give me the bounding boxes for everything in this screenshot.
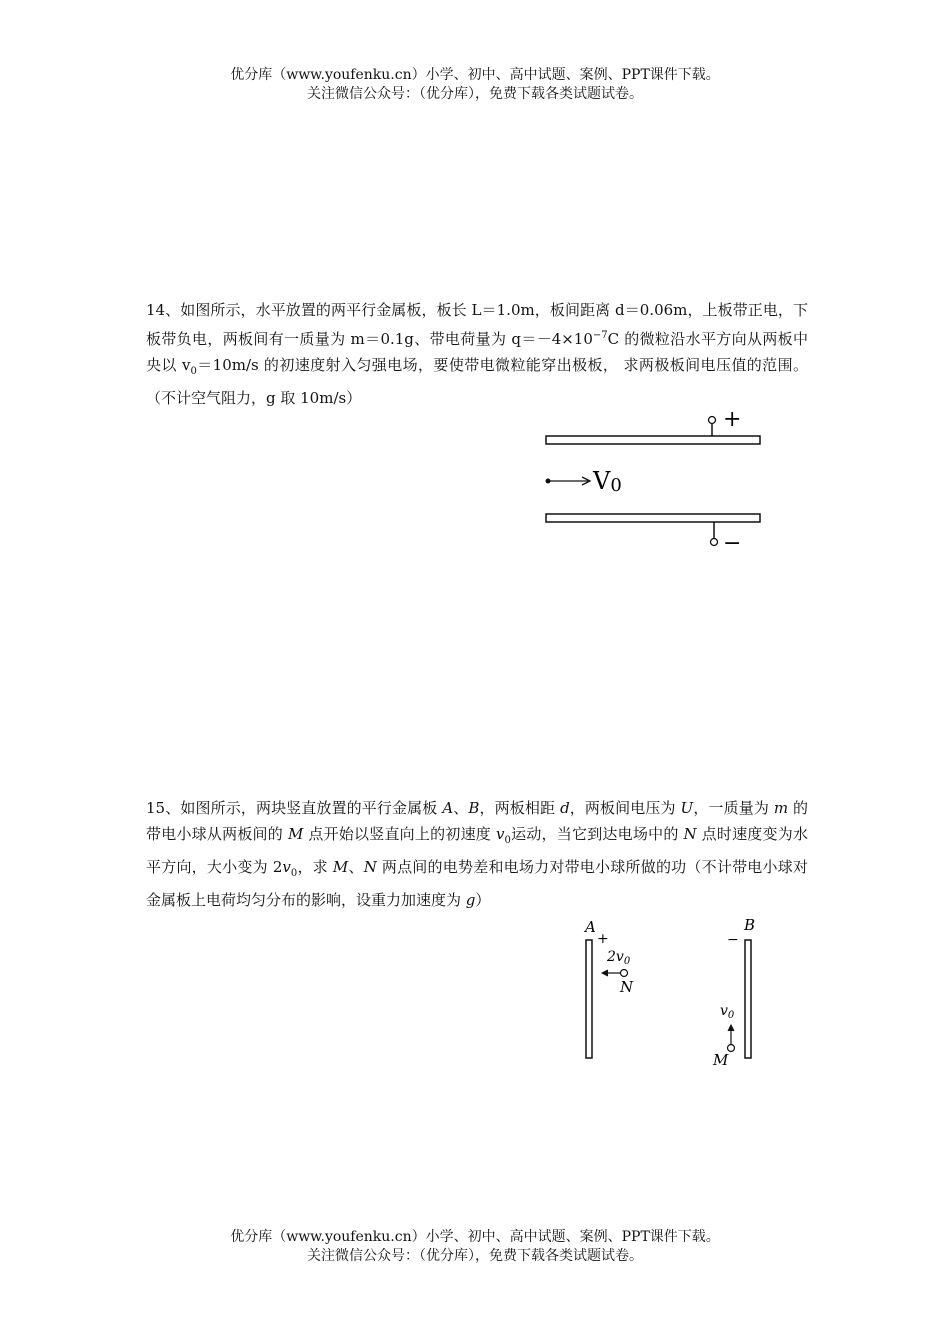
q15-var-b: B (468, 799, 480, 817)
q15-var-d: d (560, 799, 570, 817)
q15-var-v: v (282, 858, 291, 876)
q15-text: ，两板间电压为 (569, 799, 681, 817)
label-m: M (713, 1051, 729, 1069)
point-m (728, 1045, 735, 1052)
q15-var-point-n: N (363, 858, 377, 876)
page-footer (0, 1228, 950, 1266)
bottom-terminal (711, 539, 718, 546)
footer-line-1: 优分库（www.youfenku.cn）小学、初中、高中试题、案例、PPT课件下载。 (230, 1229, 720, 1245)
label-2v0: $2v_0$ (607, 949, 631, 967)
label-b: B (744, 916, 756, 934)
q15-figure-vertical-plates (570, 912, 770, 1072)
q14-text-3: ＝10m/s 的初速度射入匀强电场，要使带电微粒能穿出极板， 求两极板间电压值的范围。（不计空气阻力，g 取 10m/s） (146, 356, 809, 407)
q15-text: ，求 (297, 858, 333, 876)
q14-figure-svg (530, 408, 780, 558)
q15-var-point-n: N (683, 825, 697, 843)
q15-var-g: g (465, 891, 476, 909)
q15-text: 15、如图所示，两块竖直放置的平行金属板 (146, 799, 443, 817)
point-n (621, 970, 628, 977)
label-n: N (620, 978, 634, 996)
velocity-2v0-arrowhead (602, 970, 608, 976)
plate-b (745, 940, 751, 1058)
minus-sign: − (727, 932, 739, 948)
q14-exponent: −7 (592, 330, 608, 341)
bottom-plate (546, 514, 760, 522)
q15-text: ，一质量为 (693, 799, 774, 817)
header-line-2: 关注微信公众号：（优分库），免费下载各类试题试卷。 (307, 86, 643, 102)
q15-text: 点开始以竖直向上的初速度 (303, 825, 497, 843)
q15-text: 、 (453, 799, 469, 817)
q15-text: 两点间的电势差和电场力对带电小球所做的功（不计带电小球对金属板上电荷均匀分布的影响，设重力加速度为 (146, 858, 808, 909)
q15-var-a: A (442, 799, 454, 817)
q15-var-u: U (680, 799, 694, 817)
plate-a (586, 940, 592, 1058)
top-plate (546, 436, 760, 444)
label-v0: $v_0$ (720, 1003, 735, 1021)
q15-var-point-m: M (332, 858, 349, 876)
q15-var-v-sub: 0 (504, 835, 511, 846)
question-14 (146, 297, 808, 411)
label-a: A (585, 918, 596, 936)
header-line-1: 优分库（www.youfenku.cn）小学、初中、高中试题、案例、PPT课件下载。 (230, 67, 720, 83)
velocity-label: V0 (593, 467, 622, 496)
q15-var-point-m: M (288, 825, 304, 843)
plus-sign: + (597, 931, 609, 947)
q15-text: ） (475, 891, 491, 909)
plus-sign: + (723, 408, 742, 432)
q14-text-1: 14、如图所示，水平放置的两平行金属板，板长 L＝1.0m，板间距离 d＝0.06m，上板带正电，下板带负电，两板间有一质量为 m＝0.1g、带电荷量为 q＝－4×10 (146, 301, 808, 348)
q15-var-v: v (496, 825, 505, 843)
q14-figure-parallel-plates (530, 408, 780, 558)
minus-sign: − (723, 531, 742, 556)
footer-line-2: 关注微信公众号：（优分库），免费下载各类试题试卷。 (307, 1248, 643, 1264)
q15-text: 点时速度变为水平方向，大小变为 2 (146, 825, 808, 876)
q15-var-v-sub: 0 (290, 868, 298, 879)
q15-var-m: m (773, 799, 789, 817)
question-15 (146, 795, 808, 913)
q15-text: 运动，当它到达电场中的 (510, 825, 684, 843)
q15-text: ，两板相距 (479, 799, 561, 817)
q15-figure-svg (570, 912, 770, 1072)
q14-v-subscript: 0 (190, 366, 197, 377)
q15-text: 、 (348, 858, 364, 876)
q14-text-2: C 的微粒沿水平方向从两板中央以 v (146, 330, 808, 374)
velocity-v0-arrowhead (728, 1025, 734, 1031)
page-header (0, 66, 950, 104)
top-terminal (709, 417, 716, 424)
q15-text: 的带电小球从两板间的 (146, 799, 808, 843)
